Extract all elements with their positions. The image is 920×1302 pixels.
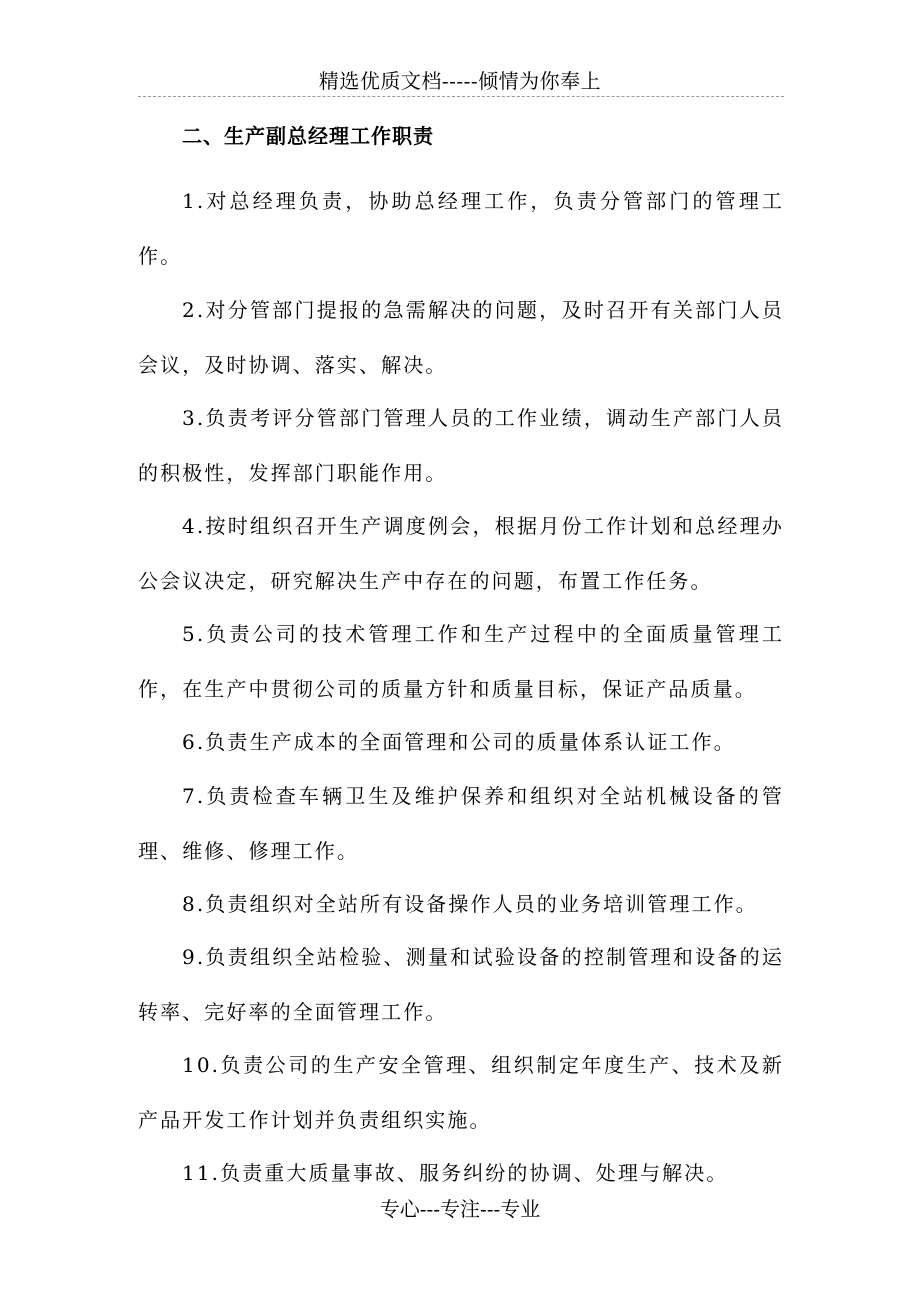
duty-item-1: 1.对总经理负责，协助总经理工作，负责分管部门的管理工作。 <box>138 189 784 268</box>
duty-item-2: 2.对分管部门提报的急需解决的问题，及时召开有关部门人员会议，及时协调、落实、解决。 <box>138 298 784 377</box>
duty-item-4: 4.按时组织召开生产调度例会，根据月份工作计划和总经理办公会议决定，研究解决生产中存在的问题，布置工作任务。 <box>138 514 784 593</box>
duty-item-10: 10.负责公司的生产安全管理、组织制定年度生产、技术及新产品开发工作计划并负责组织实施。 <box>138 1053 784 1132</box>
duty-item-5: 5.负责公司的技术管理工作和生产过程中的全面质量管理工作，在生产中贯彻公司的质量方针和质量目标，保证产品质量。 <box>138 622 784 701</box>
page-header: 精选优质文档-----倾情为你奉上 <box>318 69 602 93</box>
duty-item-7: 7.负责检查车辆卫生及维护保养和组织对全站机械设备的管理、维修、修理工作。 <box>138 784 784 863</box>
document-body <box>138 118 784 1201</box>
header-divider <box>138 96 784 97</box>
section-title: 二、生产副总经理工作职责 <box>182 124 434 148</box>
duty-item-9: 9.负责组织全站检验、测量和试验设备的控制管理和设备的运转率、完好率的全面管理工作。 <box>138 945 784 1024</box>
duty-item-6: 6.负责生产成本的全面管理和公司的质量体系认证工作。 <box>182 730 736 754</box>
duty-item-3: 3.负责考评分管部门管理人员的工作业绩，调动生产部门人员的积极性，发挥部门职能作用。 <box>138 406 784 485</box>
page-footer: 专心---专注---专业 <box>379 1197 541 1221</box>
duty-item-11: 11.负责重大质量事故、服务纠纷的协调、处理与解决。 <box>182 1161 729 1185</box>
duty-item-8: 8.负责组织对全站所有设备操作人员的业务培训管理工作。 <box>182 892 758 916</box>
